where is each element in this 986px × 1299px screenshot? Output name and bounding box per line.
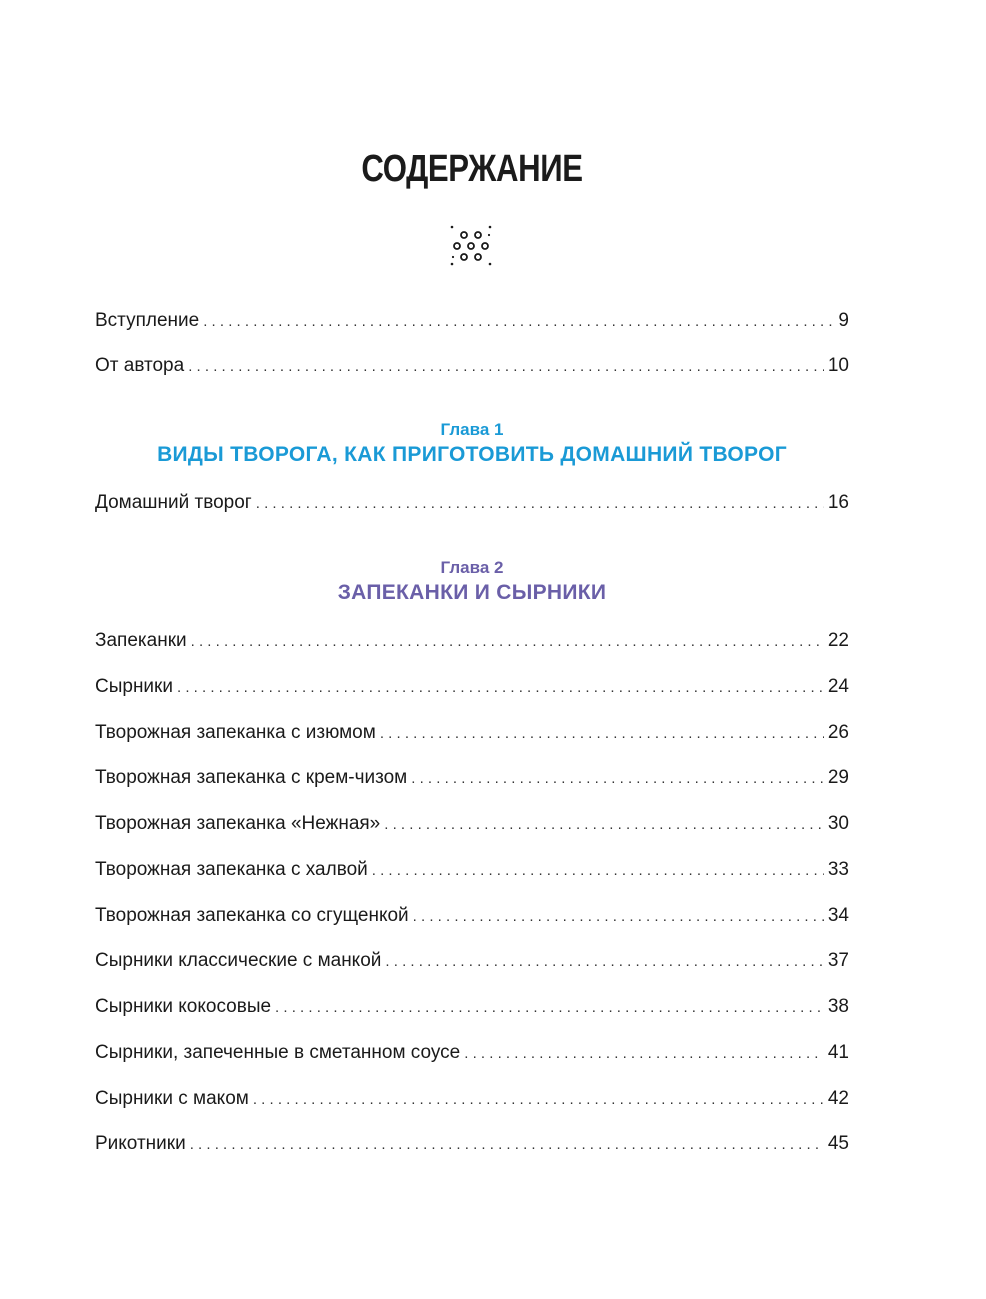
- toc-entry-page: 34: [827, 905, 849, 926]
- toc-entry[interactable]: [95, 1085, 849, 1113]
- toc-entry-label: От автора: [95, 355, 185, 376]
- chapter-1-title[interactable]: ВИДЫ ТВОРОГА, КАК ПРИГОТОВИТЬ ДОМАШНИЙ ТВОРОГ: [157, 443, 787, 466]
- toc-entry-page: 42: [827, 1088, 849, 1109]
- toc-entry[interactable]: [95, 489, 849, 517]
- toc-entry-label: Творожная запеканка «Нежная»: [95, 813, 381, 834]
- dot-leader: [413, 903, 824, 931]
- toc-entry-label: Рикотники: [95, 1133, 186, 1154]
- dot-leader: [385, 948, 823, 976]
- chapter-1-number: Глава 1: [440, 420, 504, 439]
- toc-entry[interactable]: [95, 1130, 849, 1158]
- toc-entry-label: Домашний творог: [95, 492, 252, 513]
- toc-entry-page: 29: [827, 767, 849, 788]
- chapter-2-title[interactable]: ЗАПЕКАНКИ И СЫРНИКИ: [337, 581, 607, 604]
- dot-leader: [464, 1040, 824, 1068]
- toc-entry[interactable]: [95, 627, 849, 655]
- dot-leader: [188, 353, 824, 381]
- toc-entry[interactable]: [95, 719, 849, 747]
- toc-entry-label: Творожная запеканка с халвой: [95, 859, 368, 880]
- dot-leader: [253, 1086, 824, 1114]
- toc-entry[interactable]: [95, 993, 849, 1021]
- toc-entry-label: Творожная запеканка с крем-чизом: [95, 767, 408, 788]
- dot-leader: [190, 1131, 824, 1159]
- toc-entry-label: Сырники кокосовые: [95, 996, 272, 1017]
- toc-entry-label: Запеканки: [95, 630, 187, 651]
- dot-leader: [380, 720, 824, 748]
- toc-entry-label: Сырники, запеченные в сметанном соусе: [95, 1042, 461, 1063]
- toc-entry-label: Творожная запеканка со сгущенкой: [95, 905, 409, 926]
- dot-leader: [203, 308, 834, 336]
- toc-entry[interactable]: [95, 673, 849, 701]
- toc-entry-page: 41: [827, 1042, 849, 1063]
- page-title: СОДЕРЖАНИЕ: [361, 148, 583, 190]
- toc-entry-intro[interactable]: [95, 307, 849, 335]
- toc-entry-label: Сырники классические с манкой: [95, 950, 382, 971]
- toc-entry-from-author[interactable]: [95, 352, 849, 380]
- chapter-2-number: Глава 2: [440, 558, 504, 577]
- toc-entry[interactable]: [95, 810, 849, 838]
- dot-leader: [411, 765, 824, 793]
- toc-entry-page: 24: [827, 676, 849, 697]
- toc-entry-page: 16: [827, 492, 849, 513]
- toc-entry-page: 38: [827, 996, 849, 1017]
- dot-leader: [256, 490, 824, 518]
- toc-entry-label: Сырники с маком: [95, 1088, 249, 1109]
- toc-entry[interactable]: [95, 947, 849, 975]
- dot-leader: [275, 994, 824, 1022]
- dot-leader: [191, 628, 824, 656]
- dots-ornament-icon: [447, 222, 495, 268]
- toc-entry-label: Вступление: [95, 310, 200, 331]
- toc-entry-page: 26: [827, 722, 849, 743]
- toc-entry-page: 30: [827, 813, 849, 834]
- toc-entry[interactable]: [95, 902, 849, 930]
- toc-entry-page: 33: [827, 859, 849, 880]
- toc-entry-page: 10: [827, 355, 849, 376]
- dot-leader: [384, 811, 824, 839]
- dot-leader: [177, 674, 824, 702]
- toc-entry-page: 45: [827, 1133, 849, 1154]
- toc-entry-page: 37: [827, 950, 849, 971]
- toc-entry-page: 9: [838, 310, 849, 331]
- toc-entry[interactable]: [95, 1039, 849, 1067]
- toc-entry-label: Сырники: [95, 676, 173, 697]
- dot-leader: [372, 857, 824, 885]
- toc-entry-label: Творожная запеканка с изюмом: [95, 722, 376, 743]
- toc-entry[interactable]: [95, 856, 849, 884]
- toc-entry[interactable]: [95, 764, 849, 792]
- toc-entry-page: 22: [827, 630, 849, 651]
